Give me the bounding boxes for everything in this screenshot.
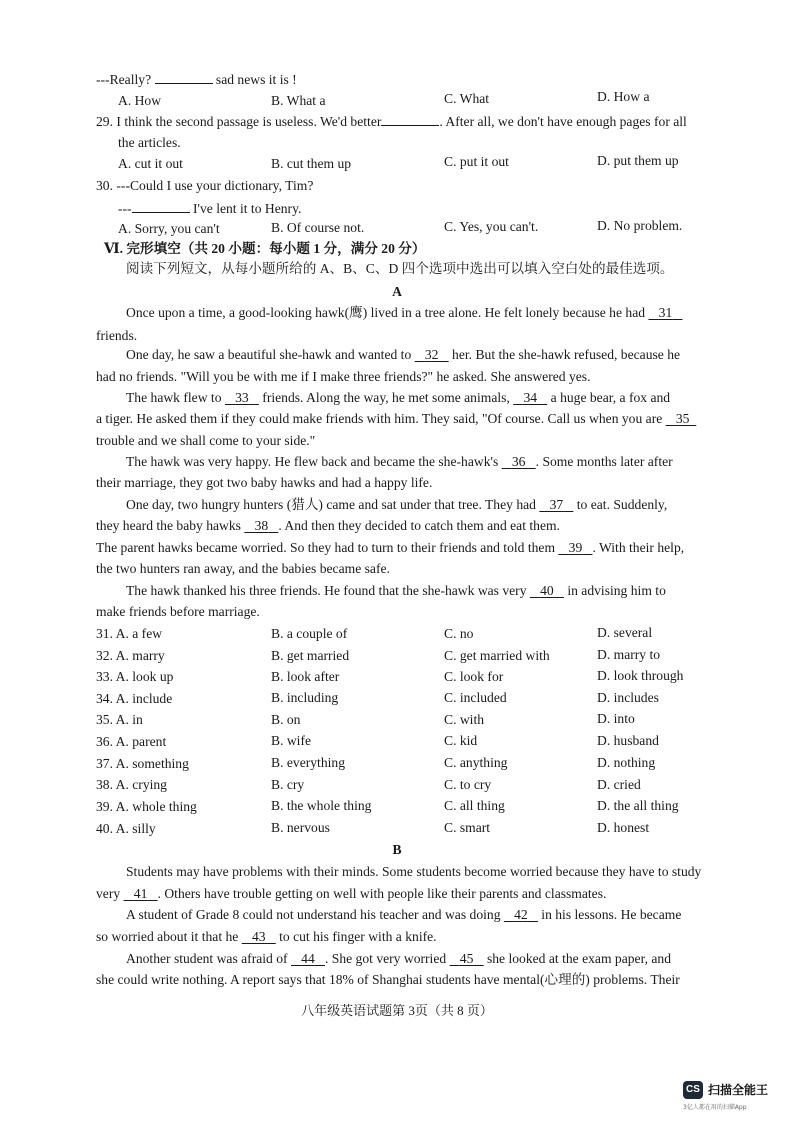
passage-a-p1-line1: Once upon a time, a good-looking hawk(鹰) lived in a tree alone. He felt lonely because he had 31 [126, 304, 748, 322]
choice-a: 34. A. include [96, 691, 173, 706]
choice-b: B. get married [271, 648, 350, 663]
blank-43: 43 [251, 929, 266, 944]
choice-d: D. look through [597, 668, 684, 683]
choice-d: D. honest [597, 820, 650, 835]
blank-45: 45 [459, 951, 474, 966]
passage-a-p3-line2: a tiger. He asked them if they could make friends with him. They said, "Of course. Call us when you are 35 [96, 410, 748, 428]
passage-a-p6-line2: the two hunters ran away, and the babies became safe. [96, 561, 390, 576]
choice-b: B. including [271, 690, 339, 705]
scanner-tagline: 3亿人都在用的扫描App [683, 1104, 747, 1111]
passage-a-p2-line1: One day, he saw a beautiful she-hawk and wanted to 32 her. But the she-hawk refused, because he [126, 347, 681, 362]
choice-b: B. wife [271, 733, 312, 748]
passage-b-p2-line1: A student of Grade 8 could not understand his teacher and was doing 42 in his lessons. He became [126, 907, 682, 922]
passage-a-p7-line1: The hawk thanked his three friends. He found that the she-hawk was very 40 in advising him to [126, 583, 666, 598]
choice-a: 33. A. look up [96, 669, 174, 684]
passage-a-p7-line2: make friends before marriage. [96, 604, 260, 619]
section-instruction: 阅读下列短文，从每小题所给的 A、B、C、D 四个选项中选出可以填入空白处的最佳选项。 [126, 261, 674, 276]
choice-c: C. anything [444, 755, 508, 770]
passage-a-label: A [392, 284, 402, 299]
choice-a: 38. A. crying [96, 777, 167, 792]
q30-option-b: B. Of course not. [271, 220, 365, 235]
scanner-logo [683, 1081, 793, 1115]
q29-option-c: C. put it out [444, 154, 509, 169]
blank-40: 40 [540, 583, 554, 598]
answer-blank [155, 70, 213, 84]
blank-35: 35 [675, 411, 690, 426]
passage-a-p1-line2: friends. [96, 328, 138, 343]
choice-b: B. look after [271, 669, 340, 684]
choice-c: C. with [444, 712, 485, 727]
scanner-app-name: 扫描全能王 [708, 1083, 769, 1097]
choice-c: C. no [444, 626, 474, 641]
passage-a-p2-line2: had no friends. "Will you be with me if I make three friends?" he asked. She answered yes. [96, 369, 591, 384]
choice-d: D. husband [597, 733, 659, 748]
choice-c: C. to cry [444, 777, 492, 792]
choice-a: 31. A. a few [96, 626, 163, 641]
choice-b: B. a couple of [271, 626, 348, 641]
passage-a-p3-line1: The hawk flew to 33 friends. Along the way, he met some animals, 34 a huge bear, a fox and [126, 390, 671, 405]
q29-option-d: D. put them up [597, 153, 679, 168]
passage-b-p1-line2: very 41 . Others have trouble getting on well with people like their parents and classmates. [96, 886, 607, 901]
choice-a: 39. A. whole thing [96, 799, 197, 814]
q29-option-b: B. cut them up [271, 156, 352, 171]
passage-a-p4-line2: their marriage, they got two baby hawks and had a happy life. [96, 475, 433, 490]
choice-c: C. look for [444, 669, 504, 684]
choice-a: 32. A. marry [96, 648, 165, 663]
q30-option-c: C. Yes, you can't. [444, 219, 539, 234]
passage-a-p6-line1: The parent hawks became worried. So they had to turn to their friends and told them 39 . With their help, [96, 540, 685, 555]
blank-36: 36 [511, 454, 526, 469]
choice-d: D. the all thing [597, 798, 679, 813]
choice-a: 35. A. in [96, 712, 143, 727]
choice-d: D. into [597, 711, 635, 726]
choice-d: D. several [597, 625, 653, 640]
passage-a-p4-line1: The hawk was very happy. He flew back and became the she-hawk's 36 . Some months later after [126, 454, 673, 469]
blank-34: 34 [523, 390, 538, 405]
choice-d: D. cried [597, 777, 641, 792]
choice-d: D. nothing [597, 755, 656, 770]
q30-option-a: A. Sorry, you can't [118, 221, 220, 236]
choice-b: B. on [271, 712, 301, 727]
answer-blank [381, 112, 439, 126]
choice-b: B. the whole thing [271, 798, 372, 813]
blank-38: 38 [254, 518, 269, 533]
blank-41: 41 [133, 886, 148, 901]
choice-d: D. marry to [597, 647, 661, 662]
passage-a-p5-line1: One day, two hungry hunters (猎人) came and sat under that tree. They had 37 to eat. Suddenly, [126, 497, 668, 512]
choice-a: 37. A. something [96, 756, 189, 771]
choice-a: 40. A. silly [96, 821, 156, 836]
choice-c: C. kid [444, 733, 478, 748]
q30-line2: --- I've lent it to Henry. [118, 201, 302, 216]
blank-33: 33 [235, 390, 249, 405]
q28-line: ---Really? sad news it is ! [96, 72, 297, 87]
choice-c: C. all thing [444, 798, 505, 813]
choice-c: C. smart [444, 820, 491, 835]
choice-b: B. everything [271, 755, 345, 770]
q30-line1: 30. ---Could I use your dictionary, Tim? [96, 178, 314, 193]
choice-c: C. included [444, 690, 507, 705]
choice-d: D. includes [597, 690, 659, 705]
answer-blank [132, 199, 190, 213]
passage-b-p3-line1: Another student was afraid of 44 . She got very worried 45 she looked at the exam paper, and [126, 951, 671, 966]
passage-b-p2-line2: so worried about it that he 43 to cut his finger with a knife. [96, 929, 437, 944]
choice-b: B. cry [271, 777, 305, 792]
blank-42: 42 [514, 907, 528, 922]
passage-a-p5-line2: they heard the baby hawks 38 . And then they decided to catch them and eat them. [96, 518, 560, 533]
cs-badge-icon: CS [683, 1081, 703, 1099]
blank-32: 32 [424, 347, 439, 362]
passage-a-p3-line3: trouble and we shall come to your side." [96, 433, 316, 448]
blank-44: 44 [301, 951, 315, 966]
q28-option-d: D. How a [597, 89, 650, 104]
choice-c: C. get married with [444, 648, 550, 663]
q29-line1: 29. I think the second passage is useless. We'd better . After all, we don't have enough pages for all [96, 114, 687, 129]
choice-b: B. nervous [271, 820, 330, 835]
q29-option-a: A. cut it out [118, 156, 183, 171]
passage-b-p1-line1: Students may have problems with their minds. Some students become worried because they have to study [126, 864, 702, 879]
blank-39: 39 [568, 540, 583, 555]
q28-option-b: B. What a [271, 93, 326, 108]
section-title: Ⅵ. 完形填空（共 20 小题：每小题 1 分，满分 20 分） [104, 241, 426, 256]
passage-b-label: B [392, 842, 402, 857]
q30-option-d: D. No problem. [597, 218, 683, 233]
passage-b-p3-line2: she could write nothing. A report says that 18% of Shanghai students have mental(心理的) problems. Their [96, 972, 680, 987]
page-footer: 八年级英语试题第 3页（共 8 页） [301, 1003, 493, 1018]
blank-37: 37 [549, 497, 564, 512]
q28-option-a: A. How [118, 93, 162, 108]
q28-option-c: C. What [444, 91, 490, 106]
q29-line2: the articles. [118, 135, 181, 150]
choice-a: 36. A. parent [96, 734, 167, 749]
blank-31: 31 [658, 305, 673, 320]
